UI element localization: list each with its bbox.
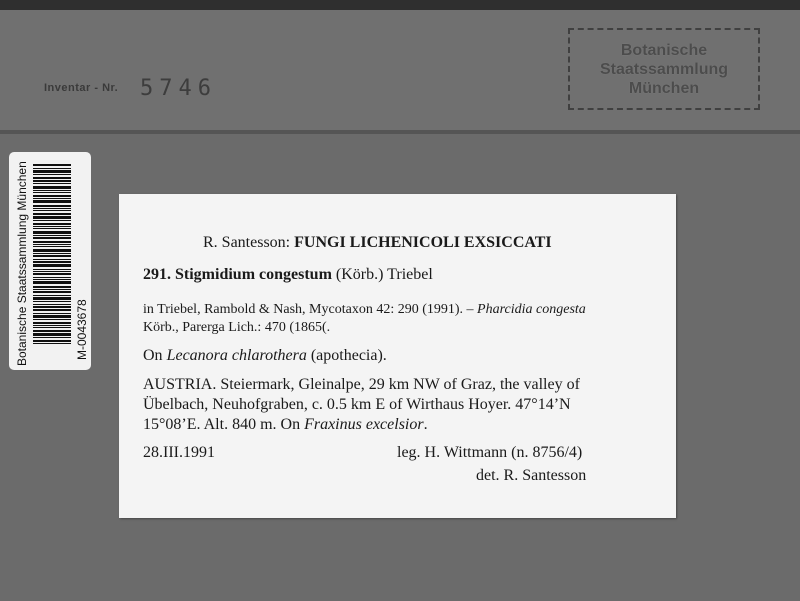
barcode-bars [33,164,71,360]
barcode-bar [33,297,71,300]
locality-line-2: Übelbach, Neuhofgraben, c. 0.5 km E of Wirthaus Hoyer. 47°14’N [143,396,571,413]
inventory-label: Inventar - Nr. [44,82,119,94]
barcode-bar [33,306,71,308]
collection-date: 28.III.1991 [143,444,215,461]
citation-line-1 [143,302,586,318]
barcode-bar [33,304,71,305]
barcode-bar [33,237,71,239]
citation-text: in Triebel, Rambold & Nash, Mycotaxon 42: 290 (1991). – [143,302,478,317]
barcode-catalog-id: M-0043678 [75,299,89,360]
synonym-name: Pharcidia congesta [477,302,586,317]
barcode-bar [33,281,71,284]
barcode-bar [33,231,71,234]
barcode-bar [33,180,71,182]
barcode-bar [33,319,71,320]
substrate-name: Fraxinus excelsior [304,416,424,433]
species-number: 291. [143,266,171,283]
species-authority: (Körb.) Triebel [335,266,433,283]
barcode-bar [33,327,71,328]
barcode-bar [33,170,71,173]
barcode-bar [33,295,71,296]
barcode-bar [33,261,71,263]
barcode-bar [33,277,71,278]
barcode-bar [33,249,71,252]
barcode-bar [33,210,71,211]
barcode-bar [33,271,71,272]
barcode-bar [33,337,71,338]
barcode-bar [33,244,71,245]
barcode-bar [33,279,71,280]
collector: leg. H. Wittmann (n. 8756/4) [397,444,583,461]
barcode-card [9,152,91,370]
barcode-bar [33,255,71,257]
barcode-bar [33,246,71,247]
barcode-bar [33,333,71,336]
barcode-bar [33,168,71,169]
barcode-bar [33,309,71,311]
barcode-bar [33,273,71,275]
locality-line-1: AUSTRIA. Steiermark, Gleinalpe, 29 km NW of Graz, the valley of [143,376,580,393]
barcode-bar [33,301,71,302]
series-author: R. Santesson: [203,234,291,251]
flap-shadow [0,130,800,134]
series-title: FUNGI LICHENICOLI EXSICCATI [294,234,552,251]
barcode-bar [33,220,71,221]
barcode-bar [33,164,71,166]
barcode-bar [33,186,71,189]
barcode-bar [33,289,71,290]
barcode-bar [33,343,71,344]
host-suffix: (apothecia). [306,347,387,364]
barcode-bar [33,205,71,207]
barcode-bar [33,226,71,227]
locality-text: 15°08’E. Alt. 840 m. On [143,416,305,433]
host-prefix: On [143,347,167,364]
barcode-bar [33,235,71,236]
barcode-bar [33,330,71,332]
determiner: det. R. Santesson [476,467,587,484]
barcode-bar [33,208,71,209]
barcode-bar [33,340,71,342]
barcode-bar [33,195,71,197]
locality-line-3 [143,416,428,434]
specimen-label [119,194,676,518]
barcode-bar [33,192,71,193]
envelope-top-edge [0,0,800,10]
barcode-bar [33,286,71,288]
barcode-bar [33,228,71,229]
barcode-bar [33,183,71,184]
barcode-bar [33,322,71,324]
barcode-institution: Botanische Staatssammlung München [15,161,29,366]
series-heading [203,234,552,252]
barcode-bar [33,264,71,267]
species-name: Stigmidium congestum [175,266,332,283]
stamp-line-1: Botanische [620,41,708,59]
barcode-bar [33,313,71,314]
barcode-bar [33,315,71,318]
barcode-bar [33,291,71,293]
barcode-bar [33,200,71,203]
inventory-number: 5746 [140,76,217,101]
barcode-bar [33,177,71,179]
citation-line-2: Körb., Parerga Lich.: 470 (1865(. [143,320,331,335]
barcode-bar [33,253,71,254]
barcode-bar [33,198,71,199]
institution-stamp [568,28,760,110]
stamp-line-2: Staatssammlung [599,60,729,78]
barcode-bar [33,259,71,260]
species-line [143,266,433,284]
barcode-bar [33,241,71,243]
barcode-bar [33,269,71,270]
barcode-bar [33,325,71,326]
host-name: Lecanora chlarothera [166,347,307,364]
barcode-bar [33,223,71,225]
host-line [143,347,387,365]
barcode-bar [33,190,71,191]
locality-end: . [423,416,428,433]
barcode-bar [33,213,71,215]
barcode-bar [33,216,71,219]
barcode-bar [33,174,71,175]
stamp-line-3: München [628,79,700,97]
